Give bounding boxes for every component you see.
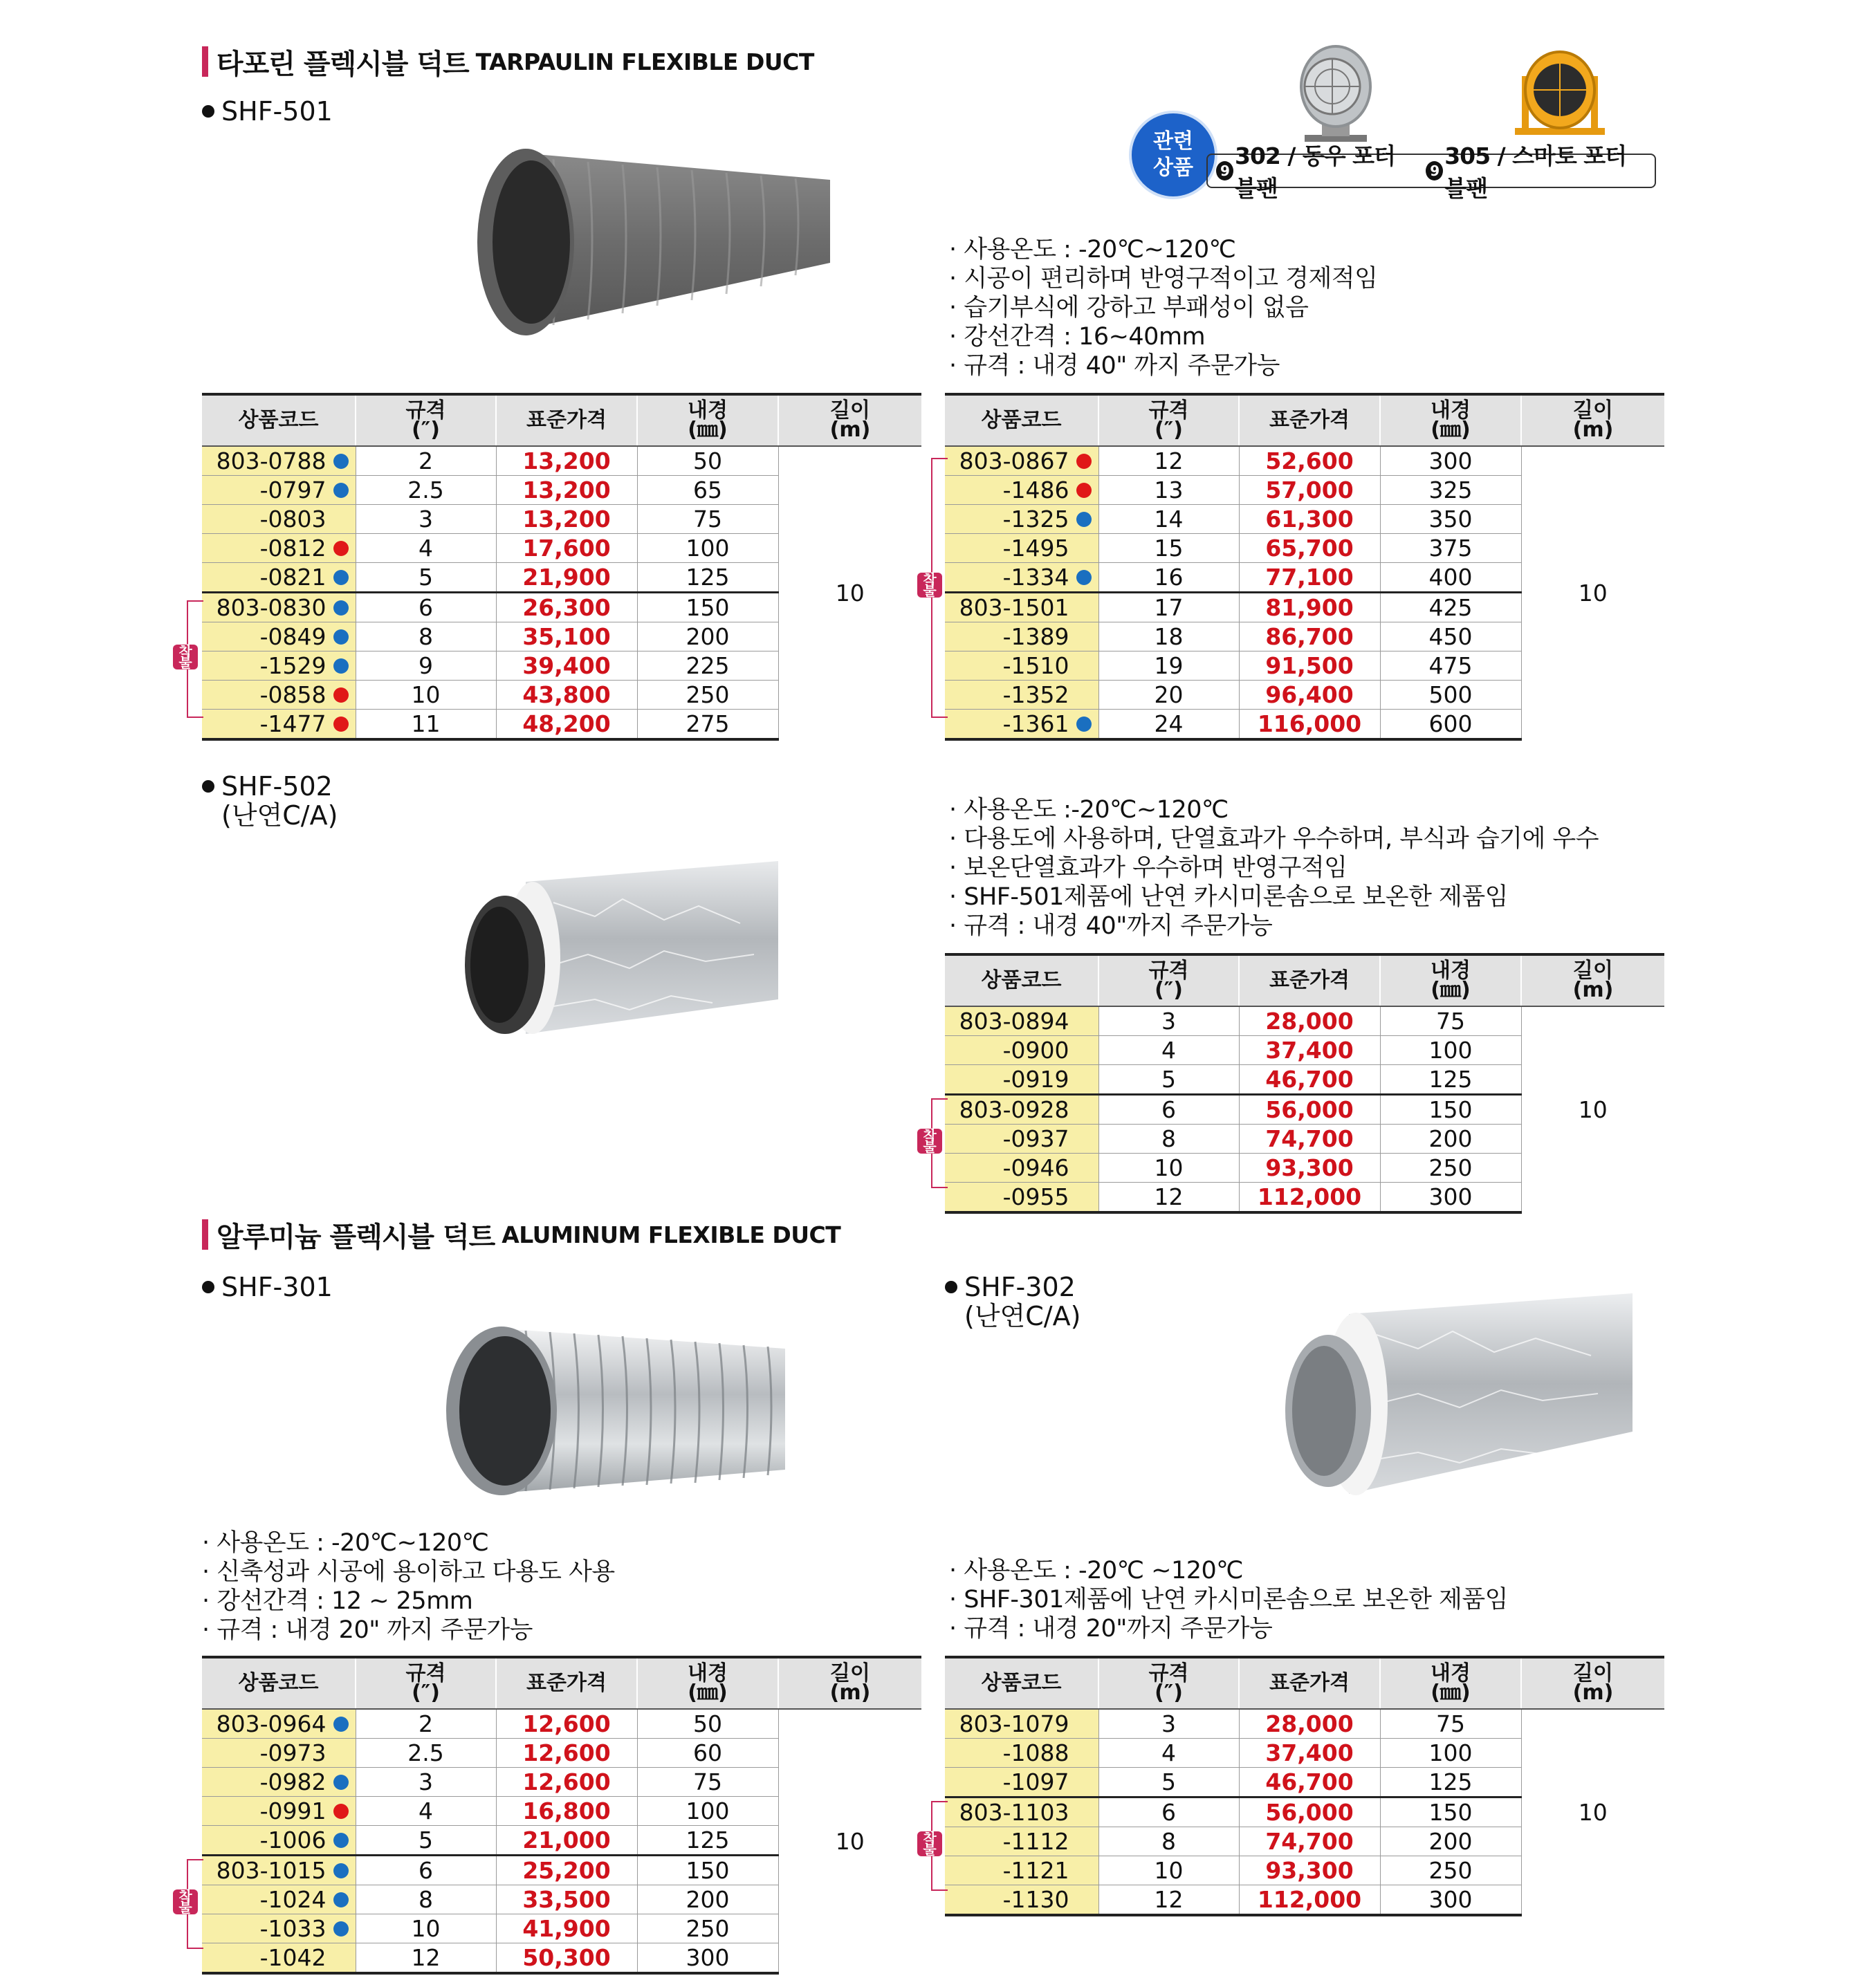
spec-cell: 24: [1098, 710, 1239, 740]
price-cell: 13,200: [496, 476, 637, 505]
stock-status-dot-icon: [333, 512, 349, 527]
inner-diameter-cell: 300: [1380, 1183, 1521, 1213]
price-cell: 112,000: [1239, 1885, 1380, 1916]
table-row: [945, 1006, 1664, 1036]
product-code-cell: 803-1501: [945, 593, 1098, 622]
spec-cell: 4: [356, 534, 496, 563]
spec-cell: 4: [1098, 1036, 1239, 1065]
spec-cell: 9: [356, 651, 496, 681]
spec-cell: 2.5: [356, 1739, 496, 1768]
inner-diameter-cell: 150: [1380, 1095, 1521, 1125]
spec-cell: 6: [1098, 1797, 1239, 1827]
stock-status-dot-icon: [1076, 658, 1092, 674]
section-title-ko: 타포린 플렉시블 덕트: [217, 48, 469, 80]
spec-table-shf502: 상품코드 규격 (″) 표준가격 내경 (㎜) 길이 (m) 803-0894 3 28,000 75 10 -0900 4 37,400 100 -0919 5 46,700 125 803-0928 6 56,000 150 -0937 8 74,700 200 -0946 10 93,300 250 -0955 12 112,000 300: [945, 953, 1664, 1214]
stock-status-dot-icon: [1076, 1805, 1092, 1820]
catalog-number-icon: 9: [1216, 161, 1233, 181]
inner-diameter-cell: 100: [637, 1797, 778, 1826]
inner-diameter-cell: 600: [1380, 710, 1521, 740]
spec-cell: 8: [1098, 1827, 1239, 1856]
fan-image-orange: [1508, 48, 1612, 145]
price-cell: 26,300: [496, 593, 637, 622]
product-code-cell: -0955: [945, 1183, 1098, 1213]
inner-diameter-cell: 125: [1380, 1065, 1521, 1095]
inner-diameter-cell: 150: [1380, 1797, 1521, 1827]
price-cell: 37,400: [1239, 1739, 1380, 1768]
related-item-305[interactable]: 9 305 / 스마토 포터블팬: [1426, 138, 1645, 203]
spec-cell: 13: [1098, 476, 1239, 505]
stock-status-dot-icon: [333, 570, 349, 585]
price-cell: 93,300: [1239, 1856, 1380, 1885]
model-shf502: SHF-502 (난연C/A): [202, 772, 338, 830]
shf501-features: · 사용온도 : -20℃~120℃ · 시공이 편리하며 반영구적이고 경제적임 · 습기부식에 강하고 부패성이 없음 · 강선간격 : 16~40mm · 규격 : 내경 40" 까지 주문가능: [949, 235, 1377, 380]
spec-cell: 4: [356, 1797, 496, 1826]
inner-diameter-cell: 375: [1380, 534, 1521, 563]
spec-cell: 4: [1098, 1739, 1239, 1768]
stock-status-dot-icon: [1076, 1072, 1092, 1087]
length-cell: 10: [1521, 1006, 1664, 1212]
stock-status-dot-icon: [1076, 1775, 1092, 1790]
spec-cell: 12: [356, 1943, 496, 1974]
price-cell: 13,200: [496, 505, 637, 534]
spec-cell: 15: [1098, 534, 1239, 563]
inner-diameter-cell: 225: [637, 651, 778, 681]
spec-cell: 12: [1098, 1885, 1239, 1916]
inner-diameter-cell: 425: [1380, 593, 1521, 622]
price-cell: 74,700: [1239, 1827, 1380, 1856]
inner-diameter-cell: 150: [637, 1856, 778, 1885]
price-cell: 43,800: [496, 681, 637, 710]
spec-cell: 12: [1098, 1183, 1239, 1213]
cod-tag: 착불: [917, 1129, 942, 1154]
bullet-icon: [202, 1281, 214, 1293]
inner-diameter-cell: 75: [1380, 1709, 1521, 1739]
product-code-cell: -0982: [202, 1768, 356, 1797]
product-code-cell: -1334: [945, 563, 1098, 593]
bullet-icon: [202, 780, 214, 793]
catalog-number-icon: 9: [1426, 161, 1443, 181]
shf302-features: · 사용온도 : -20℃ ~120℃ · SHF-301제품에 난연 카시미론솜으로 보온한 제품임 · 규격 : 내경 20"까지 주문가능: [949, 1556, 1508, 1643]
price-cell: 28,000: [1239, 1709, 1380, 1739]
stock-status-dot-icon: [1076, 717, 1092, 732]
bullet-icon: [202, 105, 214, 118]
inner-diameter-cell: 50: [637, 446, 778, 476]
stock-status-dot-icon: [1076, 1190, 1092, 1205]
stock-status-dot-icon: [333, 1746, 349, 1761]
spec-table-shf301: 상품코드 규격 (″) 표준가격 내경 (㎜) 길이 (m) 803-0964 2 12,600 50 10 -0973 2.5 12,600 60 -0982 3 12,600 75 -0991 4 16,800 100 -1006 5 21,000 125 803-1015 6 25,200 150 -1024 8 33,500 200 -1033 10 41,900 250 -1042 12 50,300 300: [202, 1656, 921, 1975]
spec-cell: 20: [1098, 681, 1239, 710]
spec-cell: 5: [356, 1826, 496, 1856]
product-code-cell: -1389: [945, 622, 1098, 651]
table-row: [202, 446, 921, 476]
stock-status-dot-icon: [1076, 570, 1092, 585]
stock-status-dot-icon: [1076, 1863, 1092, 1878]
section-title-en: ALUMINUM FLEXIBLE DUCT: [502, 1221, 841, 1248]
price-cell: 65,700: [1239, 534, 1380, 563]
shf502-features: · 사용온도 :-20℃~120℃ · 다용도에 사용하며, 단열효과가 우수하며, 부식과 습기에 우수 · 보온단열효과가 우수하며 반영구적임 · SHF-501제품에 난연 카시미론솜으로 보온한 제품임 · 규격 : 내경 40"까지 주문가능: [949, 795, 1599, 941]
product-code-cell: -1361: [945, 710, 1098, 740]
stock-status-dot-icon: [1076, 541, 1092, 556]
inner-diameter-cell: 400: [1380, 563, 1521, 593]
spec-cell: 3: [1098, 1709, 1239, 1739]
table-row: [945, 446, 1664, 476]
inner-diameter-cell: 250: [1380, 1154, 1521, 1183]
product-code-cell: -1325: [945, 505, 1098, 534]
spec-cell: 2: [356, 446, 496, 476]
price-cell: 17,600: [496, 534, 637, 563]
spec-cell: 10: [1098, 1154, 1239, 1183]
product-code-cell: -0821: [202, 563, 356, 593]
price-cell: 41,900: [496, 1914, 637, 1943]
product-code-cell: -1006: [202, 1826, 356, 1856]
stock-status-dot-icon: [333, 658, 349, 674]
inner-diameter-cell: 75: [637, 505, 778, 534]
stock-status-dot-icon: [1076, 600, 1092, 616]
length-cell: 10: [778, 446, 921, 739]
stock-status-dot-icon: [333, 1833, 349, 1848]
cod-tag: 착불: [917, 1831, 942, 1856]
product-code-cell: 803-0894: [945, 1006, 1098, 1036]
price-cell: 50,300: [496, 1943, 637, 1974]
inner-diameter-cell: 65: [637, 476, 778, 505]
inner-diameter-cell: 350: [1380, 505, 1521, 534]
stock-status-dot-icon: [1076, 1717, 1092, 1732]
inner-diameter-cell: 250: [637, 1914, 778, 1943]
product-code-cell: -1024: [202, 1885, 356, 1914]
price-cell: 57,000: [1239, 476, 1380, 505]
inner-diameter-cell: 200: [1380, 1125, 1521, 1154]
inner-diameter-cell: 250: [1380, 1856, 1521, 1885]
section-title-en: TARPAULIN FLEXIBLE DUCT: [475, 48, 814, 75]
product-code-cell: -1033: [202, 1914, 356, 1943]
product-code-cell: -1130: [945, 1885, 1098, 1916]
price-cell: 12,600: [496, 1768, 637, 1797]
price-cell: 16,800: [496, 1797, 637, 1826]
inner-diameter-cell: 500: [1380, 681, 1521, 710]
section-title-tarpaulin: [202, 44, 814, 79]
stock-status-dot-icon: [1076, 1161, 1092, 1176]
inner-diameter-cell: 125: [1380, 1768, 1521, 1797]
inner-diameter-cell: 450: [1380, 622, 1521, 651]
spec-cell: 2: [356, 1709, 496, 1739]
price-cell: 21,900: [496, 563, 637, 593]
product-code-cell: -0991: [202, 1797, 356, 1826]
spec-cell: 8: [356, 1885, 496, 1914]
product-code-cell: -0946: [945, 1154, 1098, 1183]
length-cell: 10: [1521, 1709, 1664, 1915]
product-code-cell: -1088: [945, 1739, 1098, 1768]
spec-cell: 11: [356, 710, 496, 740]
stock-status-dot-icon: [1076, 1043, 1092, 1058]
product-code-cell: -1477: [202, 710, 356, 740]
stock-status-dot-icon: [1076, 512, 1092, 527]
spec-cell: 14: [1098, 505, 1239, 534]
section-title-ko: 알루미늄 플렉시블 덕트: [217, 1221, 495, 1253]
price-cell: 77,100: [1239, 563, 1380, 593]
stock-status-dot-icon: [333, 629, 349, 645]
spec-cell: 10: [356, 681, 496, 710]
shf501-duct-image: [470, 138, 837, 346]
model-shf501: SHF-501: [202, 97, 333, 126]
model-shf302: SHF-302 (난연C/A): [945, 1273, 1080, 1331]
inner-diameter-cell: 200: [637, 622, 778, 651]
related-item-302[interactable]: 9 302 / 동우 포터블팬: [1216, 138, 1416, 203]
price-cell: 21,000: [496, 1826, 637, 1856]
stock-status-dot-icon: [333, 1717, 349, 1732]
spec-cell: 8: [356, 622, 496, 651]
stock-status-dot-icon: [333, 1921, 349, 1937]
product-code-cell: -1097: [945, 1768, 1098, 1797]
title-accent-bar: [202, 1219, 208, 1250]
spec-cell: 5: [356, 563, 496, 593]
product-code-cell: -0858: [202, 681, 356, 710]
inner-diameter-cell: 50: [637, 1709, 778, 1739]
price-cell: 116,000: [1239, 710, 1380, 740]
spec-cell: 8: [1098, 1125, 1239, 1154]
price-cell: 112,000: [1239, 1183, 1380, 1213]
cod-tag: 착불: [173, 645, 198, 669]
price-cell: 52,600: [1239, 446, 1380, 476]
cod-tag: 착불: [917, 573, 942, 598]
inner-diameter-cell: 125: [637, 563, 778, 593]
inner-diameter-cell: 100: [1380, 1739, 1521, 1768]
product-code-cell: 803-1103: [945, 1797, 1098, 1827]
price-cell: 12,600: [496, 1709, 637, 1739]
product-code-cell: -1112: [945, 1827, 1098, 1856]
inner-diameter-cell: 250: [637, 681, 778, 710]
price-cell: 46,700: [1239, 1768, 1380, 1797]
spec-cell: 6: [1098, 1095, 1239, 1125]
product-code-cell: -0797: [202, 476, 356, 505]
price-cell: 81,900: [1239, 593, 1380, 622]
spec-cell: 3: [356, 1768, 496, 1797]
product-code-cell: 803-0867: [945, 446, 1098, 476]
stock-status-dot-icon: [1076, 1746, 1092, 1761]
stock-status-dot-icon: [333, 1775, 349, 1790]
stock-status-dot-icon: [1076, 1834, 1092, 1849]
fan-image-gray: [1284, 41, 1388, 145]
spec-cell: 16: [1098, 563, 1239, 593]
title-accent-bar: [202, 46, 208, 77]
product-code-cell: -1510: [945, 651, 1098, 681]
inner-diameter-cell: 60: [637, 1739, 778, 1768]
stock-status-dot-icon: [333, 1950, 349, 1966]
inner-diameter-cell: 300: [1380, 446, 1521, 476]
stock-status-dot-icon: [333, 541, 349, 556]
product-code-cell: -1042: [202, 1943, 356, 1974]
length-cell: 10: [778, 1709, 921, 1973]
product-code-cell: -0937: [945, 1125, 1098, 1154]
shf502-duct-image: [457, 861, 782, 1044]
inner-diameter-cell: 75: [637, 1768, 778, 1797]
inner-diameter-cell: 200: [1380, 1827, 1521, 1856]
price-cell: 56,000: [1239, 1095, 1380, 1125]
price-cell: 12,600: [496, 1739, 637, 1768]
product-code-cell: -0849: [202, 622, 356, 651]
stock-status-dot-icon: [333, 483, 349, 498]
inner-diameter-cell: 75: [1380, 1006, 1521, 1036]
product-code-cell: -1486: [945, 476, 1098, 505]
spec-cell: 10: [1098, 1856, 1239, 1885]
price-cell: 96,400: [1239, 681, 1380, 710]
product-code-cell: -1495: [945, 534, 1098, 563]
price-cell: 91,500: [1239, 651, 1380, 681]
product-code-cell: 803-0830: [202, 593, 356, 622]
model-shf301: SHF-301: [202, 1273, 333, 1302]
spec-cell: 5: [1098, 1065, 1239, 1095]
inner-diameter-cell: 475: [1380, 651, 1521, 681]
stock-status-dot-icon: [333, 454, 349, 469]
related-products-list[interactable]: [1206, 142, 1656, 202]
inner-diameter-cell: 300: [1380, 1885, 1521, 1916]
price-cell: 25,200: [496, 1856, 637, 1885]
stock-status-dot-icon: [333, 717, 349, 732]
product-code-cell: -0973: [202, 1739, 356, 1768]
product-code-cell: 803-1079: [945, 1709, 1098, 1739]
inner-diameter-cell: 100: [1380, 1036, 1521, 1065]
spec-cell: 19: [1098, 651, 1239, 681]
stock-status-dot-icon: [1076, 1102, 1092, 1118]
price-cell: 13,200: [496, 446, 637, 476]
spec-cell: 10: [356, 1914, 496, 1943]
stock-status-dot-icon: [333, 600, 349, 616]
spec-table-shf501-b: 상품코드 규격 (″) 표준가격 내경 (㎜) 길이 (m) 803-0867 12 52,600 300 10 -1486 13 57,000 325 -1325 14 61,300 350 -1495 15 65,700 375 -1334 16 77,100 400 803-1501 17 81,900 425 -1389 18 86,700 450 -1510 19 91,500 475 -1352 20 96,400 500 -1361 24 116,000 600: [945, 393, 1664, 741]
table-row: [202, 1709, 921, 1739]
stock-status-dot-icon: [1076, 1131, 1092, 1147]
spec-cell: 3: [356, 505, 496, 534]
product-code-cell: -0919: [945, 1065, 1098, 1095]
stock-status-dot-icon: [333, 687, 349, 703]
section-title-aluminum: [202, 1217, 840, 1252]
product-code-cell: -1121: [945, 1856, 1098, 1885]
product-code-cell: -0812: [202, 534, 356, 563]
price-cell: 28,000: [1239, 1006, 1380, 1036]
inner-diameter-cell: 325: [1380, 476, 1521, 505]
shf301-features: · 사용온도 : -20℃~120℃ · 신축성과 시공에 용이하고 다용도 사용 · 강선간격 : 12 ~ 25mm · 규격 : 내경 20" 까지 주문가능: [202, 1528, 615, 1645]
inner-diameter-cell: 125: [637, 1826, 778, 1856]
price-cell: 93,300: [1239, 1154, 1380, 1183]
product-code-cell: -1352: [945, 681, 1098, 710]
shf302-duct-image: [1273, 1286, 1636, 1508]
price-cell: 46,700: [1239, 1065, 1380, 1095]
spec-cell: 5: [1098, 1768, 1239, 1797]
stock-status-dot-icon: [1076, 483, 1092, 498]
price-cell: 33,500: [496, 1885, 637, 1914]
stock-status-dot-icon: [1076, 1014, 1092, 1029]
product-code-cell: 803-0788: [202, 446, 356, 476]
spec-cell: 17: [1098, 593, 1239, 622]
price-cell: 35,100: [496, 622, 637, 651]
product-code-cell: -0900: [945, 1036, 1098, 1065]
spec-cell: 6: [356, 593, 496, 622]
product-code-cell: -0803: [202, 505, 356, 534]
stock-status-dot-icon: [1076, 454, 1092, 469]
spec-cell: 3: [1098, 1006, 1239, 1036]
price-cell: 56,000: [1239, 1797, 1380, 1827]
spec-cell: 2.5: [356, 476, 496, 505]
inner-diameter-cell: 275: [637, 710, 778, 740]
cod-tag: 착불: [173, 1889, 198, 1914]
spec-cell: 18: [1098, 622, 1239, 651]
price-cell: 48,200: [496, 710, 637, 740]
spec-table-shf302: 상품코드 규격 (″) 표준가격 내경 (㎜) 길이 (m) 803-1079 3 28,000 75 10 -1088 4 37,400 100 -1097 5 46,700 125 803-1103 6 56,000 150 -1112 8 74,700 200 -1121 10 93,300 250 -1130 12 112,000 300: [945, 1656, 1664, 1916]
spec-cell: 12: [1098, 446, 1239, 476]
price-cell: 39,400: [496, 651, 637, 681]
price-cell: 74,700: [1239, 1125, 1380, 1154]
table-row: [945, 1709, 1664, 1739]
stock-status-dot-icon: [333, 1863, 349, 1878]
shf301-duct-image: [436, 1314, 789, 1501]
length-cell: 10: [1521, 446, 1664, 739]
stock-status-dot-icon: [333, 1804, 349, 1819]
spec-cell: 6: [356, 1856, 496, 1885]
inner-diameter-cell: 150: [637, 593, 778, 622]
product-code-cell: 803-1015: [202, 1856, 356, 1885]
stock-status-dot-icon: [1076, 1892, 1092, 1907]
stock-status-dot-icon: [1076, 687, 1092, 703]
price-cell: 37,400: [1239, 1036, 1380, 1065]
spec-table-shf501-a: 상품코드 규격 (″) 표준가격 내경 (㎜) 길이 (m) 803-0788 2 13,200 50 10 -0797 2.5 13,200 65 -0803 3 13,200 75 -0812 4 17,600 100 -0821 5 21,900 125 803-0830 6 26,300 150 -0849 8 35,100 200 -1529 9 39,400 225 -0858 10 43,800 250 -1477 11 48,200 275: [202, 393, 921, 741]
product-code-cell: 803-0964: [202, 1709, 356, 1739]
product-code-cell: -1529: [202, 651, 356, 681]
inner-diameter-cell: 200: [637, 1885, 778, 1914]
price-cell: 86,700: [1239, 622, 1380, 651]
bullet-icon: [945, 1281, 957, 1293]
inner-diameter-cell: 300: [637, 1943, 778, 1974]
stock-status-dot-icon: [333, 1892, 349, 1907]
product-code-cell: 803-0928: [945, 1095, 1098, 1125]
inner-diameter-cell: 100: [637, 534, 778, 563]
price-cell: 61,300: [1239, 505, 1380, 534]
stock-status-dot-icon: [1076, 629, 1092, 645]
related-products-badge: 관련 상품: [1129, 111, 1217, 199]
